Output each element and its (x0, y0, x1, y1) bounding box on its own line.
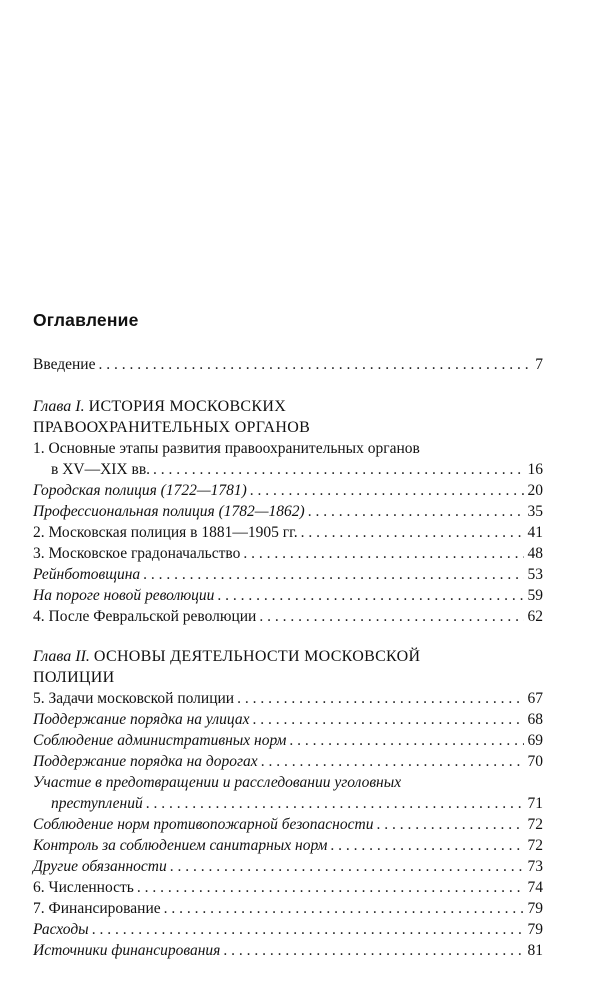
toc-entry-label: 7. Финансирование (33, 900, 161, 917)
toc-entry[interactable] (33, 688, 543, 709)
toc-entry-introduction[interactable] (33, 354, 543, 375)
leader-dots (217, 585, 523, 606)
leader-dots (261, 751, 524, 772)
toc-entry-page: 72 (527, 816, 543, 833)
toc-entry-section-1[interactable] (33, 459, 543, 480)
toc-entry-page: 79 (527, 900, 543, 917)
toc-entry[interactable] (33, 480, 543, 501)
toc-entry[interactable] (33, 585, 543, 606)
toc-entry-page: 7 (535, 356, 543, 373)
leader-dots (376, 814, 523, 835)
leader-dots (289, 730, 523, 751)
toc-entry-label: 3. Московское градоначальство (33, 545, 241, 562)
toc-entry-label: 4. После Февральской революции (33, 608, 257, 625)
leader-dots (223, 940, 523, 961)
toc-entry-page: 53 (527, 566, 543, 583)
toc-entry-label: Источники финансирования (33, 942, 221, 959)
toc-entry-page: 70 (527, 753, 543, 770)
toc-entry-label: Городская полиция (1722—1781) (33, 482, 247, 499)
leader-dots (330, 835, 523, 856)
leader-dots (143, 564, 523, 585)
toc-entry-label: Соблюдение норм противопожарной безопасности (33, 816, 374, 833)
leader-dots (164, 898, 524, 919)
toc-entry[interactable] (33, 730, 543, 751)
toc-entry-page: 62 (527, 608, 543, 625)
leader-dots (308, 501, 524, 522)
leader-dots (250, 480, 524, 501)
toc-entry-label: преступлений (51, 795, 143, 812)
leader-dots (301, 522, 524, 543)
toc-entry-label: 2. Московская полиция в 1881—1905 гг. (33, 524, 298, 541)
toc-entry[interactable] (33, 751, 543, 772)
toc-entry-page: 72 (527, 837, 543, 854)
chapter-name-line: ОСНОВЫ ДЕЯТЕЛЬНОСТИ МОСКОВСКОЙ (93, 648, 421, 665)
toc-entry-label: 6. Численность (33, 879, 134, 896)
toc-entry-label: Рейнботовщина (33, 566, 141, 583)
leader-dots (237, 688, 523, 709)
toc-entry-label: 5. Задачи московской полиции (33, 690, 235, 707)
leader-dots (252, 709, 523, 730)
toc-entry[interactable] (33, 522, 543, 543)
toc-entry-label: Профессиональная полиция (1782—1862) (33, 503, 305, 520)
toc-entry-label: Другие обязанности (33, 858, 167, 875)
chapter-label: Глава II. (33, 648, 90, 665)
toc-entry-label: Поддержание порядка на дорогах (33, 753, 258, 770)
chapter-1-title (33, 396, 543, 438)
toc-entry-page: 59 (527, 587, 543, 604)
toc-entry[interactable] (33, 564, 543, 585)
toc-entry-page: 41 (527, 524, 543, 541)
toc-entry-label: в XV—XIX вв. (51, 461, 151, 478)
toc-entry-label: Поддержание порядка на улицах (33, 711, 250, 728)
leader-dots (170, 856, 524, 877)
toc-entry[interactable] (33, 940, 543, 961)
toc-entry[interactable] (33, 919, 543, 940)
chapter-name-line: ИСТОРИЯ МОСКОВСКИХ (88, 398, 287, 415)
table-of-contents (33, 308, 543, 961)
toc-entry-page: 16 (527, 461, 543, 478)
toc-entry-page: 69 (527, 732, 543, 749)
toc-entry-page: 35 (527, 503, 543, 520)
chapter-name-line: ПОЛИЦИИ (33, 669, 115, 686)
leader-dots (92, 919, 524, 940)
toc-entry-label: Соблюдение административных норм (33, 732, 287, 749)
toc-entry[interactable] (33, 543, 543, 564)
toc-entry[interactable] (33, 501, 543, 522)
toc-entry-label: Введение (33, 356, 96, 373)
toc-entry[interactable] (33, 856, 543, 877)
toc-entry-page: 20 (527, 482, 543, 499)
leader-dots (153, 459, 523, 480)
toc-entry[interactable] (33, 898, 543, 919)
toc-entry-page: 71 (527, 795, 543, 812)
toc-entry-label: 1. Основные этапы развития правоохранительных органов (33, 440, 420, 457)
toc-entry[interactable] (33, 709, 543, 730)
toc-entry-page: 68 (527, 711, 543, 728)
toc-heading: Оглавление (33, 310, 139, 330)
toc-entry-page: 74 (527, 879, 543, 896)
chapter-name-line: ПРАВООХРАНИТЕЛЬНЫХ ОРГАНОВ (33, 419, 311, 436)
toc-entry[interactable] (33, 793, 543, 814)
leader-dots (146, 793, 524, 814)
leader-dots (137, 877, 524, 898)
toc-entry-page: 67 (527, 690, 543, 707)
toc-entry-label: Расходы (33, 921, 89, 938)
toc-entry[interactable] (33, 877, 543, 898)
toc-entry[interactable] (33, 835, 543, 856)
chapter-label: Глава I. (33, 398, 85, 415)
toc-entry-page: 73 (527, 858, 543, 875)
leader-dots (259, 606, 523, 627)
chapter-2-title (33, 646, 543, 688)
toc-entry-page: 48 (527, 545, 543, 562)
leader-dots (98, 354, 531, 375)
toc-entry-page: 81 (527, 942, 543, 959)
toc-entry-label: Участие в предотвращении и расследовании уголовных (33, 774, 402, 791)
toc-entry-page: 79 (527, 921, 543, 938)
toc-entry[interactable] (33, 814, 543, 835)
toc-entry-label: На пороге новой революции (33, 587, 215, 604)
toc-entry[interactable] (33, 606, 543, 627)
leader-dots (243, 543, 523, 564)
toc-entry-label: Контроль за соблюдением санитарных норм (33, 837, 328, 854)
